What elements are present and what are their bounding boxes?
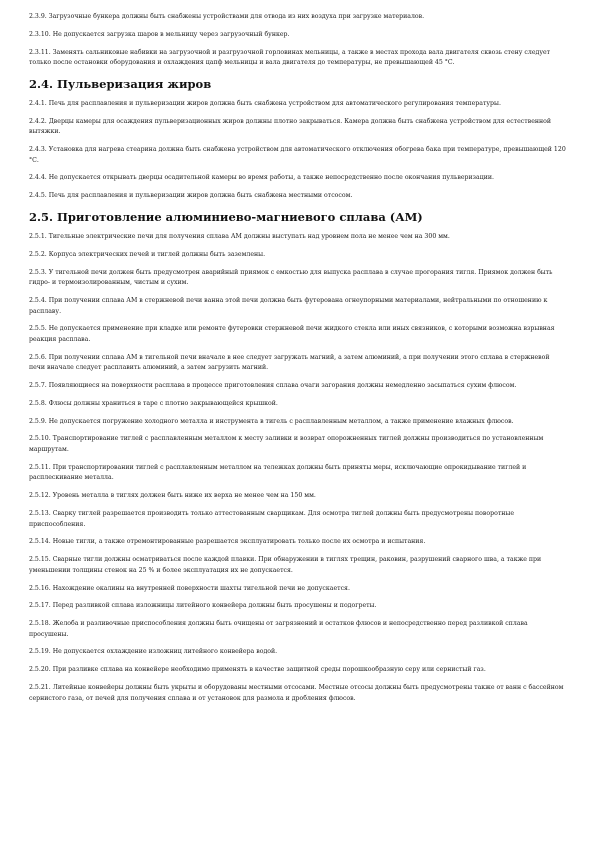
section-heading-2-5: 2.5. Приготовление алюминиево-магниевого сплава (АМ) xyxy=(29,210,423,225)
paragraph-2-5-2: 2.5.2. Корпуса электрических печей и тиглей должны быть заземлены. xyxy=(29,250,266,258)
paragraph-2-4-1: 2.4.1. Печь для расплавления и пульверизации жиров должна быть снабжена устройством для автоматического регулирования температуры. xyxy=(29,99,501,107)
section-heading-2-4: 2.4. Пульверизация жиров xyxy=(29,76,212,91)
paragraph-2-5-11: 2.5.11. При транспортировании тиглей с расплавленным металлом на тележках должны быть приняты меры, исключающие опрокидывание тиглей и расплескивание металла. xyxy=(29,463,527,482)
paragraph-2-5-21: 2.5.21. Литейные конвейеры должны быть укрыты и оборудованы местными отсосами. Местные отсосы должны быть предусмотрены также от ванн с бассейном сернистого газа, от печей для получения сплава и от установок для размола и дробления флюсов. xyxy=(29,684,564,702)
paragraph-2-5-17: 2.5.17. Перед разливкой сплава изложницы литейного конвейера должны быть просушены и подогреты. xyxy=(29,602,377,610)
paragraph-2-5-20: 2.5.20. При разливке сплава на конвейере необходимо применять в качестве защитной среды порошкообразную серу или сернистый газ. xyxy=(29,666,486,674)
paragraph-2-5-13: 2.5.13. Сварку тиглей разрешается производить только аттестованным сварщикам. Для осмотра тиглей должны быть предусмотрены поворотные приспособления. xyxy=(29,509,514,528)
paragraph-2-5-19: 2.5.19. Не допускается охлаждение изложниц литейного конвейера водой. xyxy=(29,648,278,656)
paragraph-2-5-5: 2.5.5. Не допускается применение при кладке или ремонте футеровки стержневой печи жидкого стекла или иных связников, с которыми возможна взрывная реакция расплава. xyxy=(29,325,555,343)
paragraph-2-5-18: 2.5.18. Желоба и разливочные приспособления должны быть очищены от загрязнений и остатков флюсов и непосредственно перед разливкой сплава просушены. xyxy=(29,620,528,638)
paragraph-2-5-12: 2.5.12. Уровень металла в тиглях должен быть ниже их верха не менее чем на 150 мм. xyxy=(29,492,316,500)
paragraph-2-5-14: 2.5.14. Новые тигли, а также отремонтированные разрешается эксплуатировать только после их осмотра и испытания. xyxy=(29,538,426,546)
paragraph-2-3-10: 2.3.10. Не допускается загрузка шаров в мельницу через загрузочный бункер. xyxy=(29,30,290,38)
paragraph-2-5-9: 2.5.9. Не допускается погружение холодного металла и инструмента в тигель с расплавленным металлом, а также применение влажных флюсов. xyxy=(29,417,514,425)
paragraph-2-5-8: 2.5.8. Флюсы должны храниться в таре с плотно закрывающейся крышкой. xyxy=(29,399,278,407)
paragraph-2-5-10: 2.5.10. Транспортирование тиглей с расплавленным металлом к месту заливки и возврат опорожненных тиглей должны производиться по установленным маршрутам. xyxy=(29,435,544,454)
paragraph-2-5-1: 2.5.1. Тигельные электрические печи для получения сплава АМ должны выступать над уровнем пола не менее чем на 300 мм. xyxy=(29,233,450,241)
paragraph-2-4-4: 2.4.4. Не допускается открывать дверцы осадительной камеры во время работы, а также непосредственно после окончания пульверизации. xyxy=(29,174,494,182)
paragraph-2-5-3: 2.5.3. У тигельной печи должен быть предусмотрен аварийный приямок с емкостью для выпуска расплава в случае прогорания тигля. Приямок должен быть гидро- и термоизолированным, чистым и сухим. xyxy=(29,268,553,287)
paragraph-2-3-11: 2.3.11. Заменять сальниковые набивки на загрузочной и разгрузочной горловинах мельницы, а также в местах прохода вала двигателя сквозь стену следует только после остановки оборудования и охлаждения цапф мельницы и вала двигателя до температуры, не превышающей 45 °С. xyxy=(29,48,551,67)
paragraph-2-5-7: 2.5.7. Появляющиеся на поверхности расплава в процессе приготовления сплава очаги загорания должны немедленно засыпаться сухим флюсом. xyxy=(29,382,517,390)
paragraph-2-5-16: 2.5.16. Нахождение окалины на внутренней поверхности шахты тигельной печи не допускается. xyxy=(29,584,350,592)
paragraph-2-4-2: 2.4.2. Дверцы камеры для осаждения пульверизационных жиров должны плотно закрываться. Камера должна быть снабжена устройством для естественной вытяжки. xyxy=(29,117,552,136)
paragraph-2-4-3: 2.4.3. Установка для нагрева стеарина должна быть снабжена устройством для автоматического отключения обогрева бака при температуре, превышающей 120 °С. xyxy=(29,146,566,164)
paragraph-2-4-5: 2.4.5. Печь для расплавления и пульверизации жиров должна быть снабжена местными отсосом. xyxy=(29,192,353,200)
paragraph-2-5-6: 2.5.6. При получении сплава АМ в тигельной печи вначале в нее следует загружать магний, а затем алюминий, а при получении этого сплава в стержневой печи вначале следует расплавить алюминий, а затем загрузить магний. xyxy=(29,353,550,372)
paragraph-2-5-15: 2.5.15. Сварные тигли должны осматриваться после каждой плавки. При обнаружении в тиглях трещин, раковин, разрушений сварного шва, а также при уменьшении толщины стенок на 25 % и более эксплуатация их не допускается. xyxy=(29,556,542,574)
paragraph-2-5-4: 2.5.4. При получении сплава АМ в стержневой печи ванна этой печи должна быть футерована огнеупорными материалами, нейтральными по отношению к расплаву. xyxy=(29,296,548,315)
paragraph-2-3-9: 2.3.9. Загрузочные бункера должны быть снабжены устройствами для отвода из них воздуха при загрузке материалов. xyxy=(29,13,425,20)
